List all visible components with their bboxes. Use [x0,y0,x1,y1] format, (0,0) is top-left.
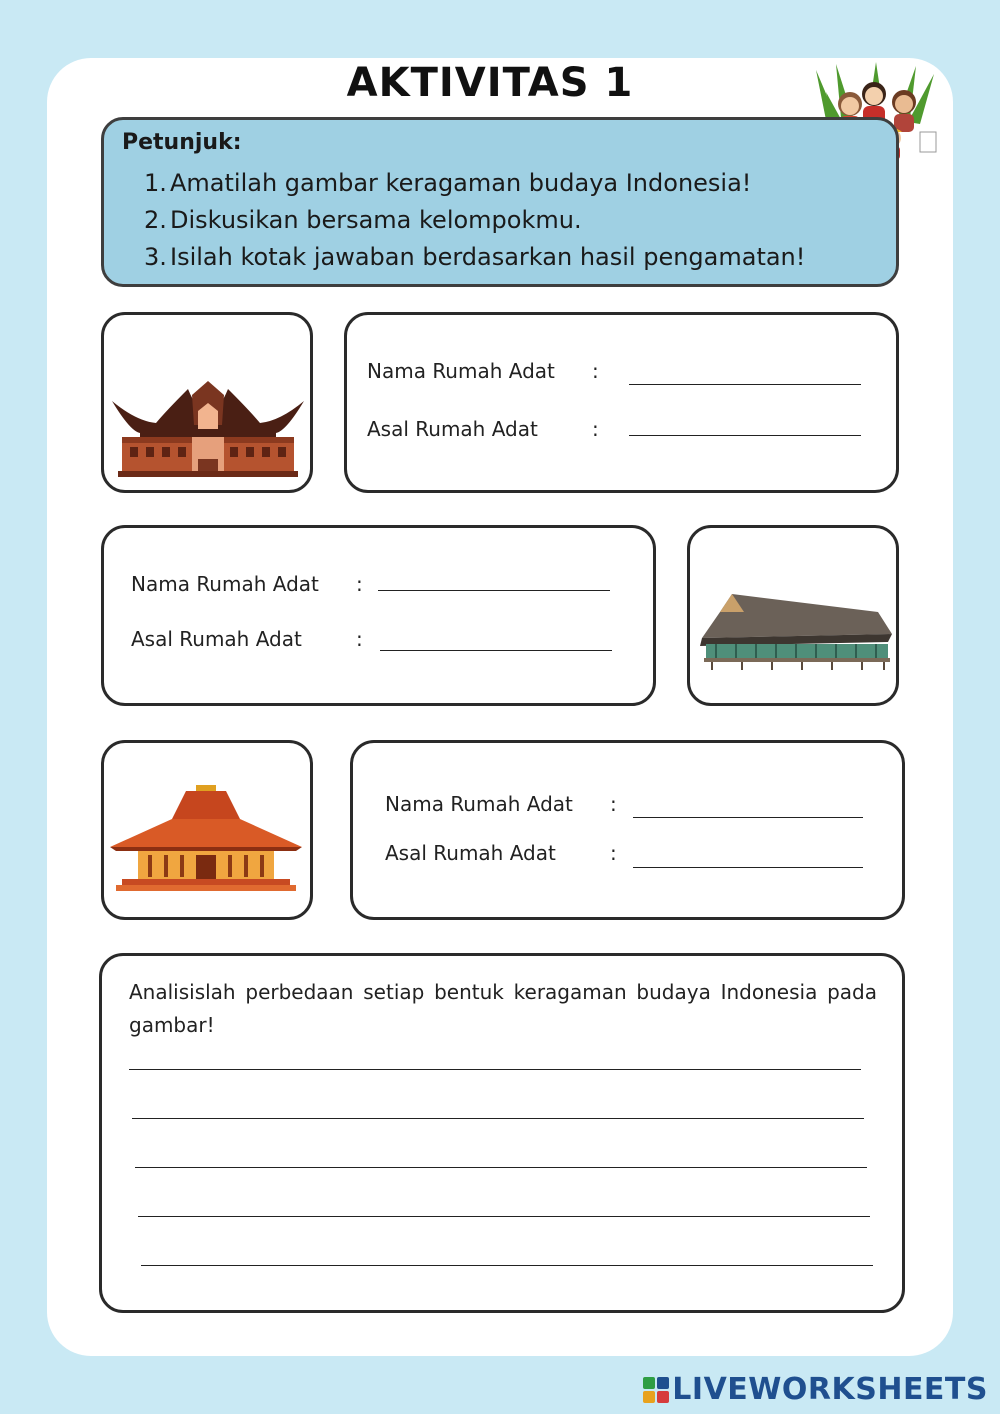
answer-line[interactable] [141,1265,873,1266]
instruction-item: 1. Amatilah gambar keragaman budaya Indonesia! [144,169,752,197]
colon: : [610,841,617,865]
colon: : [592,417,599,441]
rumah-joglo-image [108,785,304,893]
liveworksheets-logo-icon [642,1376,670,1404]
answer-line[interactable] [129,1069,861,1070]
origin-answer-line[interactable] [629,435,861,436]
colon: : [592,359,599,383]
rumah-panjang-image [692,590,896,678]
colon: : [610,792,617,816]
answer-line[interactable] [132,1118,864,1119]
brand-name: LIVEWORKSHEETS [672,1372,988,1407]
house-image-card [687,525,899,706]
instruction-item: 3. Isilah kotak jawaban berdasarkan hasil pengamatan! [144,243,806,271]
instruction-item: 2. Diskusikan bersama kelompokmu. [144,206,582,234]
colon: : [356,572,363,596]
instructions-box [101,117,899,287]
analysis-prompt: Analisislah perbedaan setiap bentuk keragaman budaya Indonesia pada gambar! [129,980,877,1037]
analysis-box [99,953,905,1313]
name-answer-line[interactable] [378,590,610,591]
answer-line[interactable] [135,1167,867,1168]
house-answer-card [350,740,905,920]
house-image-card [101,312,313,493]
liveworksheets-brand[interactable] [642,1372,988,1407]
house-answer-card [101,525,656,706]
name-label: Nama Rumah Adat [385,792,573,816]
name-answer-line[interactable] [629,384,861,385]
house-image-card [101,740,313,920]
answer-line[interactable] [138,1216,870,1217]
house-answer-card [344,312,899,493]
name-label: Nama Rumah Adat [367,359,555,383]
origin-answer-line[interactable] [380,650,612,651]
name-answer-line[interactable] [633,817,863,818]
origin-answer-line[interactable] [633,867,863,868]
instructions-heading: Petunjuk: [122,130,242,155]
origin-label: Asal Rumah Adat [131,627,302,651]
rumah-gadang-image [110,381,306,481]
name-label: Nama Rumah Adat [131,572,319,596]
origin-label: Asal Rumah Adat [385,841,556,865]
colon: : [356,627,363,651]
origin-label: Asal Rumah Adat [367,417,538,441]
page-title: AKTIVITAS 1 [346,60,634,106]
